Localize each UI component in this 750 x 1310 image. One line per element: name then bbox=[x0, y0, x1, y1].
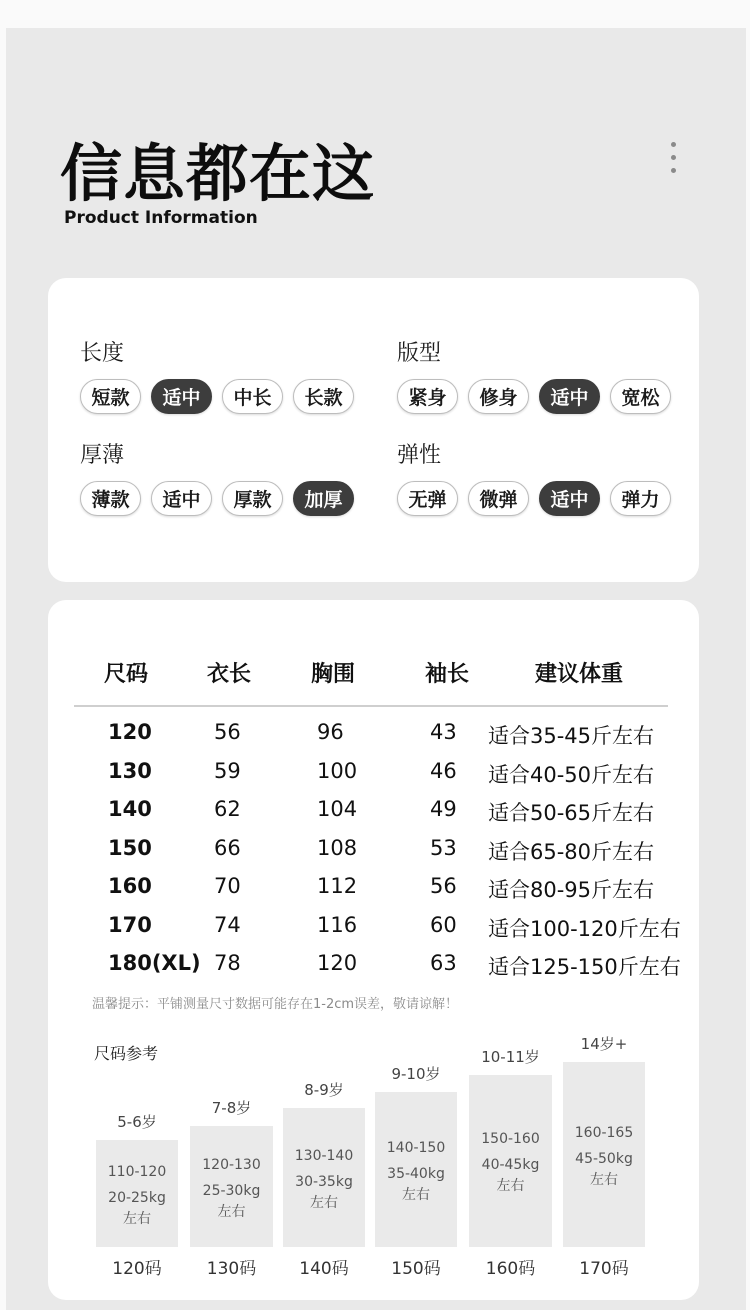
option-chip[interactable]: 适中 bbox=[151, 379, 212, 414]
cell-chest: 116 bbox=[317, 913, 358, 937]
weight-range: 40-45kg bbox=[481, 1157, 540, 1173]
cell-length: 59 bbox=[214, 759, 241, 783]
cell-sleeve: 56 bbox=[430, 874, 457, 898]
size-code: 130码 bbox=[206, 1259, 257, 1279]
option-chip[interactable]: 长款 bbox=[293, 379, 354, 414]
cell-chest: 108 bbox=[317, 836, 358, 860]
weight-range: 45-50kg bbox=[575, 1150, 633, 1167]
size-code: 160码 bbox=[485, 1259, 536, 1279]
option-chip[interactable]: 弹力 bbox=[610, 481, 671, 516]
option-chip[interactable]: 宽松 bbox=[610, 379, 671, 414]
height-range: 150-160 bbox=[481, 1131, 540, 1147]
attribute-group bbox=[397, 438, 671, 516]
cell-chest: 120 bbox=[317, 951, 358, 975]
cell-chest: 100 bbox=[317, 759, 358, 783]
table-row bbox=[0, 874, 750, 904]
cell-size: 140 bbox=[108, 797, 152, 821]
cell-size: 150 bbox=[108, 836, 152, 860]
cell-sleeve: 49 bbox=[430, 797, 457, 821]
header-weight: 建议体重 bbox=[535, 662, 624, 687]
option-chip[interactable]: 无弹 bbox=[397, 481, 458, 516]
cell-sleeve: 63 bbox=[430, 951, 457, 975]
option-chip[interactable]: 厚款 bbox=[222, 481, 283, 516]
attribute-group bbox=[80, 336, 354, 414]
cell-weight: 适合65-80斤左右 bbox=[488, 840, 655, 864]
size-code: 120码 bbox=[112, 1259, 162, 1279]
cell-sleeve: 53 bbox=[430, 836, 457, 860]
header-chest: 胸围 bbox=[311, 662, 356, 687]
cell-sleeve: 60 bbox=[430, 913, 457, 937]
cell-length: 74 bbox=[214, 913, 241, 937]
cell-chest: 112 bbox=[317, 874, 358, 898]
height-range: 160-165 bbox=[574, 1124, 634, 1141]
option-chip[interactable]: 紧身 bbox=[397, 379, 458, 414]
attribute-label: 厚薄 bbox=[80, 443, 125, 468]
cell-sleeve: 46 bbox=[430, 759, 457, 783]
approx-label: 左右 bbox=[217, 1203, 246, 1220]
size-table-header bbox=[0, 657, 750, 689]
cell-size: 120 bbox=[108, 720, 152, 744]
cell-weight: 适合35-45斤左右 bbox=[488, 724, 655, 748]
table-row bbox=[0, 836, 750, 866]
attribute-group bbox=[397, 336, 671, 414]
option-chip[interactable]: 适中 bbox=[539, 379, 600, 414]
weight-range: 35-40kg bbox=[387, 1165, 445, 1182]
size-bar bbox=[190, 1126, 273, 1247]
table-row bbox=[0, 951, 750, 981]
option-chip[interactable]: 加厚 bbox=[293, 481, 354, 516]
page-title: 信息都在这 bbox=[60, 137, 376, 210]
size-bar bbox=[563, 1062, 645, 1247]
cell-weight: 适合50-65斤左右 bbox=[488, 801, 655, 825]
cell-length: 70 bbox=[214, 874, 241, 898]
size-code: 150码 bbox=[391, 1259, 441, 1279]
attribute-group bbox=[80, 438, 354, 516]
option-chip[interactable]: 微弹 bbox=[468, 481, 529, 516]
cell-length: 62 bbox=[214, 797, 241, 821]
cell-weight: 适合40-50斤左右 bbox=[488, 763, 655, 787]
option-chip[interactable]: 适中 bbox=[539, 481, 600, 516]
height-range: 140-150 bbox=[386, 1139, 446, 1156]
approx-label: 左右 bbox=[590, 1171, 618, 1188]
cell-sleeve: 43 bbox=[430, 720, 457, 744]
header-length: 衣长 bbox=[207, 662, 252, 687]
age-label: 14岁+ bbox=[580, 1035, 628, 1053]
cell-weight: 适合80-95斤左右 bbox=[488, 878, 655, 902]
cell-size: 170 bbox=[108, 913, 152, 937]
weight-range: 20-25kg bbox=[108, 1189, 166, 1206]
attribute-label: 版型 bbox=[397, 341, 442, 366]
more-options-icon[interactable] bbox=[668, 142, 678, 173]
height-range: 110-120 bbox=[107, 1163, 167, 1180]
page-subtitle: Product Information bbox=[64, 208, 258, 228]
approx-label: 左右 bbox=[123, 1210, 151, 1227]
cell-weight: 适合100-120斤左右 bbox=[488, 917, 681, 941]
table-row bbox=[0, 797, 750, 827]
age-label: 5-6岁 bbox=[117, 1113, 157, 1131]
attribute-label: 弹性 bbox=[397, 443, 442, 468]
cell-chest: 96 bbox=[317, 720, 344, 744]
height-range: 130-140 bbox=[294, 1147, 354, 1164]
size-code: 170码 bbox=[579, 1259, 629, 1279]
cell-size: 180(XL) bbox=[108, 951, 201, 975]
cell-length: 66 bbox=[214, 836, 241, 860]
size-bar bbox=[469, 1075, 552, 1247]
weight-range: 25-30kg bbox=[202, 1182, 261, 1199]
attributes-card bbox=[48, 278, 699, 582]
option-chip[interactable]: 中长 bbox=[222, 379, 283, 414]
table-row bbox=[0, 720, 750, 750]
size-bar bbox=[375, 1092, 457, 1247]
table-divider bbox=[74, 705, 668, 707]
option-chip[interactable]: 薄款 bbox=[80, 481, 141, 516]
header-sleeve: 袖长 bbox=[425, 662, 470, 687]
cell-size: 160 bbox=[108, 874, 152, 898]
size-reference-title: 尺码参考 bbox=[94, 1044, 159, 1063]
option-chip[interactable]: 短款 bbox=[80, 379, 141, 414]
age-label: 9-10岁 bbox=[391, 1065, 441, 1083]
approx-label: 左右 bbox=[310, 1194, 338, 1211]
option-chip[interactable]: 适中 bbox=[151, 481, 212, 516]
size-bar bbox=[283, 1108, 365, 1247]
approx-label: 左右 bbox=[496, 1178, 525, 1194]
age-label: 8-9岁 bbox=[304, 1081, 344, 1099]
cell-weight: 适合125-150斤左右 bbox=[488, 955, 681, 979]
cell-length: 56 bbox=[214, 720, 241, 744]
size-code: 140码 bbox=[299, 1259, 349, 1279]
measurement-note: 温馨提示：平铺测量尺寸数据可能存在1-2cm误差，敬请谅解！ bbox=[92, 997, 459, 1012]
attribute-label: 长度 bbox=[80, 341, 125, 366]
size-bar bbox=[96, 1140, 178, 1247]
cell-chest: 104 bbox=[317, 797, 358, 821]
age-label: 10-11岁 bbox=[481, 1048, 540, 1066]
approx-label: 左右 bbox=[402, 1186, 430, 1203]
cell-length: 78 bbox=[214, 951, 241, 975]
table-row bbox=[0, 913, 750, 943]
age-label: 7-8岁 bbox=[211, 1099, 252, 1117]
height-range: 120-130 bbox=[202, 1156, 261, 1173]
option-chip[interactable]: 修身 bbox=[468, 379, 529, 414]
weight-range: 30-35kg bbox=[295, 1173, 353, 1190]
cell-size: 130 bbox=[108, 759, 152, 783]
header-size: 尺码 bbox=[104, 662, 149, 687]
table-row bbox=[0, 759, 750, 789]
